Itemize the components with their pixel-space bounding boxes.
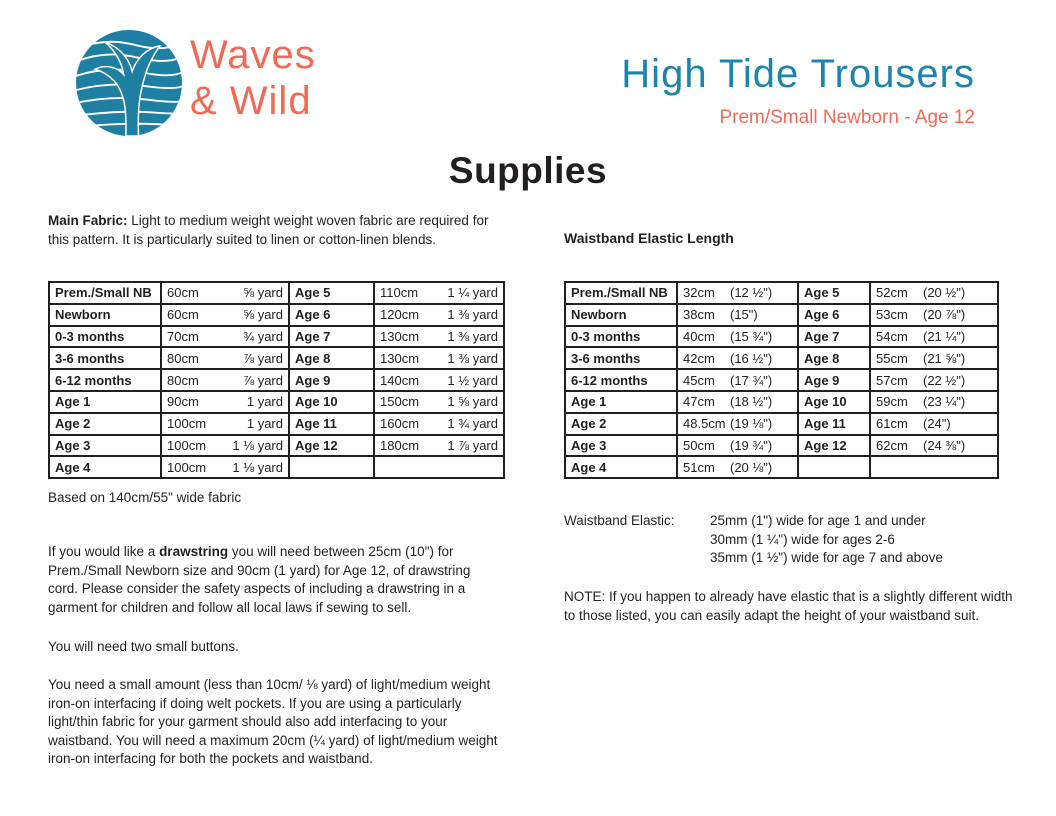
metric-value: 40cm [683, 328, 715, 344]
size-label-cell: Prem./Small NB [565, 282, 677, 304]
brand-name-line1: Waves [190, 33, 316, 77]
table-row [565, 456, 998, 478]
size-label-cell: Age 4 [49, 456, 161, 478]
size-label-cell: Age 6 [798, 304, 870, 326]
value-cell [677, 413, 798, 435]
imperial-value: ⅞ yard [243, 350, 283, 366]
size-label-cell [289, 456, 374, 478]
whale-tail-waves-icon [76, 123, 182, 140]
metric-value: 38cm [683, 307, 715, 323]
brand-logo [76, 30, 182, 136]
value-cell [374, 413, 504, 435]
imperial-value: 1 ¼ yard [447, 285, 498, 301]
metric-value: 80cm [167, 350, 199, 366]
size-label-cell: Age 10 [289, 391, 374, 413]
main-fabric-label: Main Fabric: [48, 213, 128, 228]
value-cell [870, 304, 998, 326]
imperial-value: 1 ⅝ yard [447, 394, 498, 410]
metric-value: 50cm [683, 437, 715, 453]
metric-value: 62cm [876, 437, 908, 453]
imperial-value: (15") [730, 307, 758, 323]
value-cell [677, 369, 798, 391]
value-cell [870, 435, 998, 457]
pattern-title: High Tide Trousers [621, 52, 975, 96]
value-cell [374, 435, 504, 457]
section-title: Supplies [448, 150, 608, 191]
metric-value: 100cm [167, 459, 207, 475]
metric-value: 130cm [380, 328, 420, 344]
size-label-cell: Age 12 [798, 435, 870, 457]
size-label-cell: Newborn [49, 304, 161, 326]
value-cell [374, 369, 504, 391]
imperial-value: (22 ½") [923, 372, 966, 388]
imperial-value: 1 ⅜ yard [447, 350, 498, 366]
main-fabric-text: Light to medium weight weight woven fabric are required for this pattern. It is particularly suited to linen or cotton-linen blends. [48, 213, 489, 247]
metric-value: 120cm [380, 307, 420, 323]
value-cell [870, 456, 998, 478]
table-row [49, 456, 504, 478]
interfacing-paragraph: You need a small amount (less than 10cm/ ⅛ yard) of light/medium weight iron-on interfacing if doing welt pockets. If you are using a particularly light/thin fabric for your garment should also add interfacing to your waistband. You will need a maximum 20cm (¼ yard) of light/medium weight iron-on interfacing for both the pockets and waistband. [48, 677, 498, 767]
imperial-value: 1 ⅛ yard [232, 459, 283, 475]
value-cell [870, 347, 998, 369]
size-label-cell: Age 11 [289, 413, 374, 435]
metric-value: 60cm [167, 307, 199, 323]
imperial-value: 1 ⅛ yard [232, 437, 283, 453]
size-label-cell: Age 5 [289, 282, 374, 304]
size-label-cell: Age 12 [289, 435, 374, 457]
imperial-value: ⅝ yard [243, 307, 283, 323]
value-cell [677, 435, 798, 457]
value-cell [161, 369, 289, 391]
drawstring-text-post: you will need between 25cm (10") for Prem./Small Newborn size and 90cm (1 yard) for Age 12, of drawstring cord. Please consider the safety aspects of including a drawstring in a garment for children and follow all local laws if sewing to sell. [48, 544, 471, 615]
metric-value: 42cm [683, 350, 715, 366]
elastic-table-title: Waistband Elastic Length [564, 230, 734, 246]
size-label-cell: Newborn [565, 304, 677, 326]
metric-value: 150cm [380, 394, 420, 410]
drawstring-text-pre: If you would like a [48, 544, 160, 559]
value-cell [374, 347, 504, 369]
value-cell [870, 413, 998, 435]
metric-value: 100cm [167, 437, 207, 453]
table-row [565, 347, 998, 369]
metric-value: 52cm [876, 285, 908, 301]
imperial-value: (24 ⅜") [923, 437, 966, 453]
table-row [565, 304, 998, 326]
imperial-value: ⅝ yard [243, 285, 283, 301]
brand-name [190, 32, 316, 124]
table-row [49, 413, 504, 435]
size-label-cell: Age 9 [289, 369, 374, 391]
metric-value: 180cm [380, 437, 420, 453]
table-row [49, 391, 504, 413]
size-label-cell: Age 2 [565, 413, 677, 435]
metric-value: 51cm [683, 459, 715, 475]
value-cell [374, 391, 504, 413]
table-row [565, 413, 998, 435]
elastic-width-line: 30mm (1 ¼") wide for ages 2-6 [710, 531, 895, 547]
main-fabric-paragraph [48, 212, 500, 249]
size-label-cell: Age 7 [289, 326, 374, 348]
size-label-cell: Age 1 [565, 391, 677, 413]
imperial-value: (20 ½") [923, 285, 966, 301]
drawstring-bold-word: drawstring [159, 544, 229, 559]
size-label-cell: Age 3 [49, 435, 161, 457]
size-label-cell: Age 2 [49, 413, 161, 435]
metric-value: 100cm [167, 416, 207, 432]
value-cell [161, 326, 289, 348]
table-row [565, 435, 998, 457]
elastic-note-paragraph: NOTE: If you happen to already have elastic that is a slightly different width to those listed, you can easily adapt the height of your waistband suit. [564, 589, 1013, 623]
table-row [49, 347, 504, 369]
imperial-value: 1 ¾ yard [447, 416, 498, 432]
table-row [565, 369, 998, 391]
table-row [49, 369, 504, 391]
imperial-value: (21 ¼") [923, 328, 966, 344]
buttons-note: You will need two small buttons. [48, 639, 239, 654]
imperial-value: (20 ⅛") [730, 459, 773, 475]
value-cell [677, 456, 798, 478]
value-cell [677, 282, 798, 304]
size-label-cell: 0-3 months [49, 326, 161, 348]
size-label-cell: Prem./Small NB [49, 282, 161, 304]
brand-name-line2: & Wild [190, 79, 312, 123]
metric-value: 130cm [380, 350, 420, 366]
imperial-value: 1 yard [246, 394, 283, 410]
value-cell [161, 413, 289, 435]
imperial-value: (16 ½") [730, 350, 773, 366]
metric-value: 55cm [876, 350, 908, 366]
imperial-value: (20 ⅞") [923, 307, 966, 323]
value-cell [161, 435, 289, 457]
imperial-value: (17 ¾") [730, 372, 773, 388]
size-label-cell: 3-6 months [565, 347, 677, 369]
pattern-header [621, 52, 975, 129]
value-cell [870, 282, 998, 304]
table-row [565, 391, 998, 413]
imperial-value: (24") [923, 416, 951, 432]
metric-value: 57cm [876, 372, 908, 388]
elastic-width-block [564, 512, 1012, 568]
metric-value: 45cm [683, 372, 715, 388]
imperial-value: (12 ½") [730, 285, 773, 301]
imperial-value: (21 ⅝") [923, 350, 966, 366]
waistband-elastic-table [564, 281, 999, 479]
size-label-cell [798, 456, 870, 478]
imperial-value: 1 ⅜ yard [447, 307, 498, 323]
value-cell [161, 304, 289, 326]
table-row [49, 282, 504, 304]
size-label-cell: 3-6 months [49, 347, 161, 369]
value-cell [161, 282, 289, 304]
size-label-cell: Age 11 [798, 413, 870, 435]
size-label-cell: Age 8 [798, 347, 870, 369]
size-label-cell: Age 4 [565, 456, 677, 478]
metric-value: 140cm [380, 372, 420, 388]
imperial-value: (19 ⅛") [730, 416, 773, 432]
imperial-value: 1 ½ yard [447, 372, 498, 388]
metric-value: 80cm [167, 372, 199, 388]
value-cell [161, 391, 289, 413]
imperial-value: (18 ½") [730, 394, 773, 410]
size-label-cell: Age 5 [798, 282, 870, 304]
metric-value: 160cm [380, 416, 420, 432]
value-cell [374, 326, 504, 348]
size-label-cell: Age 6 [289, 304, 374, 326]
size-label-cell: Age 8 [289, 347, 374, 369]
metric-value: 53cm [876, 307, 908, 323]
metric-value: 32cm [683, 285, 715, 301]
size-label-cell: 6-12 months [49, 369, 161, 391]
value-cell [870, 369, 998, 391]
drawstring-paragraph [48, 543, 504, 617]
imperial-value: (15 ¾") [730, 328, 773, 344]
metric-value: 59cm [876, 394, 908, 410]
pattern-size-range: Prem/Small Newborn - Age 12 [719, 107, 975, 128]
metric-value: 70cm [167, 328, 199, 344]
value-cell [870, 326, 998, 348]
elastic-width-label: Waistband Elastic: [564, 513, 675, 528]
value-cell [374, 282, 504, 304]
table-row [49, 435, 504, 457]
fabric-requirements-table [48, 281, 505, 479]
metric-value: 60cm [167, 285, 199, 301]
elastic-width-lines [710, 512, 1012, 568]
value-cell [677, 304, 798, 326]
value-cell [161, 456, 289, 478]
size-label-cell: Age 1 [49, 391, 161, 413]
size-label-cell: Age 3 [565, 435, 677, 457]
metric-value: 47cm [683, 394, 715, 410]
imperial-value: (23 ¼") [923, 394, 966, 410]
value-cell [677, 347, 798, 369]
table-row [565, 326, 998, 348]
table-row [565, 282, 998, 304]
value-cell [677, 391, 798, 413]
size-label-cell: Age 7 [798, 326, 870, 348]
imperial-value: 1 ⅜ yard [447, 328, 498, 344]
table-row [49, 326, 504, 348]
imperial-value: 1 yard [246, 416, 283, 432]
elastic-width-line: 35mm (1 ½") wide for age 7 and above [710, 550, 943, 566]
imperial-value: 1 ⅞ yard [447, 437, 498, 453]
elastic-width-line: 25mm (1") wide for age 1 and under [710, 513, 926, 528]
metric-value: 90cm [167, 394, 199, 410]
size-label-cell: 6-12 months [565, 369, 677, 391]
size-label-cell: Age 10 [798, 391, 870, 413]
table-row [49, 304, 504, 326]
value-cell [161, 347, 289, 369]
imperial-value: ¾ yard [243, 328, 283, 344]
metric-value: 54cm [876, 328, 908, 344]
imperial-value: (19 ¾") [730, 437, 773, 453]
size-label-cell: Age 9 [798, 369, 870, 391]
value-cell [677, 326, 798, 348]
value-cell [870, 391, 998, 413]
metric-value: 61cm [876, 416, 908, 432]
value-cell [374, 304, 504, 326]
size-label-cell: 0-3 months [565, 326, 677, 348]
metric-value: 48.5cm [683, 416, 726, 432]
imperial-value: ⅞ yard [243, 372, 283, 388]
value-cell [374, 456, 504, 478]
metric-value: 110cm [380, 285, 419, 301]
fabric-width-note: Based on 140cm/55" wide fabric [48, 490, 242, 505]
